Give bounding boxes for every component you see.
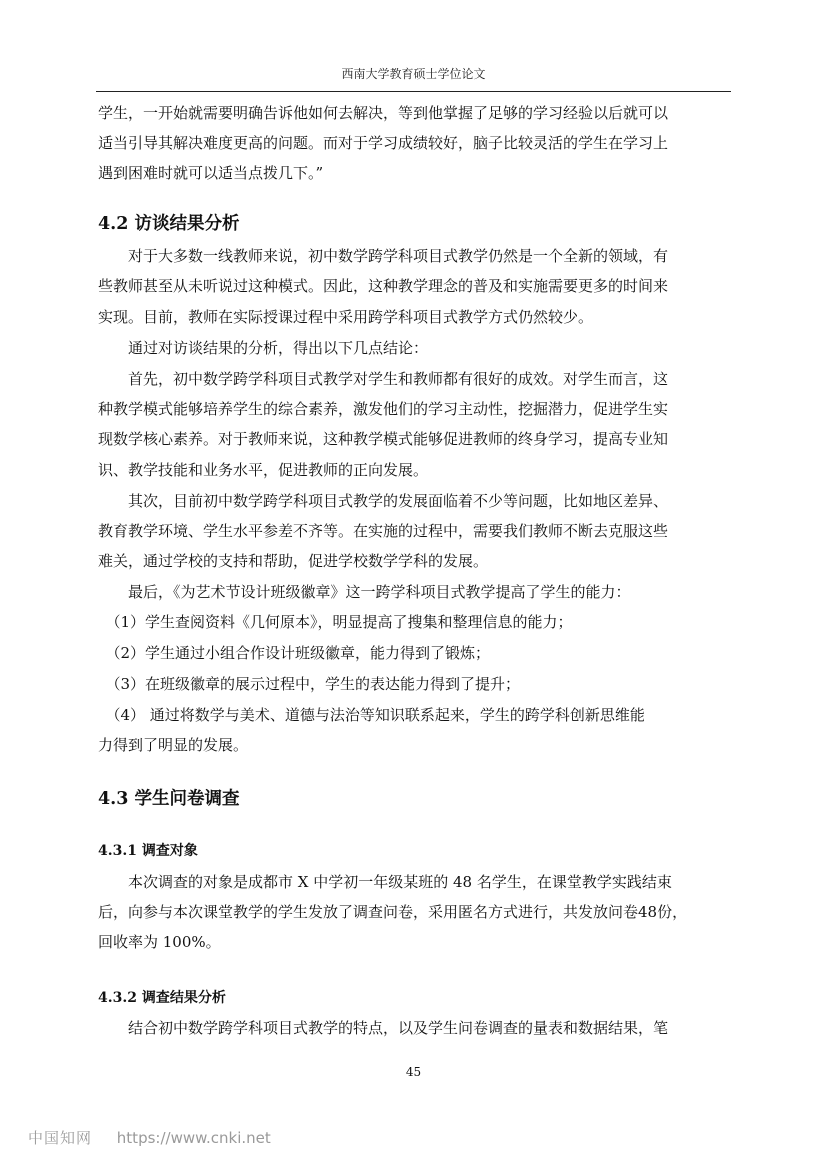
section-heading-4-2: 4.2 访谈结果分析	[98, 214, 240, 234]
watermark-brand: 中国知网	[28, 1129, 93, 1147]
list-item: （4） 通过将数学与美术、道德与法治等知识联系起来，学生的跨学科创新思维能	[98, 706, 645, 724]
list-item: （1）学生查阅资料《几何原本》，明显提高了搜集和整理信息的能力；	[98, 613, 573, 631]
text-line: 后，向参与本次课堂教学的学生发放了调查问卷，采用匿名方式进行，共发放问卷48份，	[98, 903, 688, 921]
text-line: 教育教学环境、学生水平参差不齐等。在实施的过程中，需要我们教师不断去克服这些	[98, 522, 669, 540]
text-line: 通过对访谈结果的分析，得出以下几点结论：	[98, 339, 429, 357]
text-line: 实现。目前，教师在实际授课过程中采用跨学科项目式教学方式仍然较少。	[98, 308, 594, 326]
text-line: 其次，目前初中数学跨学科项目式教学的发展面临着不少等问题，比如地区差异、	[98, 492, 669, 510]
text-line: 最后，《为艺术节设计班级徽章》这一跨学科项目式教学提高了学生的能力：	[98, 583, 631, 601]
running-header: 西南大学教育硕士学位论文	[341, 67, 486, 81]
text-line: 识、教学技能和业务水平，促进教师的正向发展。	[98, 461, 429, 479]
list-item: （2）学生通过小组合作设计班级徽章，能力得到了锻炼；	[98, 644, 491, 662]
watermark	[28, 1127, 271, 1148]
text-line: 现数学核心素养。对于教师来说，这种教学模式能够促进教师的终身学习，提高专业知	[98, 430, 669, 448]
header-rule	[96, 91, 731, 92]
text-line: 回收率为 100%。	[98, 933, 221, 951]
text-line: 种教学模式能够培养学生的综合素养，激发他们的学习主动性，挖掘潜力，促进学生实	[98, 400, 669, 418]
text-line: 遇到困难时就可以适当点拨几下。”	[98, 164, 324, 182]
text-line: 些教师甚至从未听说过这种模式。因此，这种教学理念的普及和实施需要更多的时间来	[98, 277, 669, 295]
text-line: 适当引导其解决难度更高的问题。而对于学习成绩较好，脑子比较灵活的学生在学习上	[98, 134, 669, 152]
section-heading-4-3: 4.3 学生问卷调查	[98, 789, 240, 809]
subsection-heading-4-3-2: 4.3.2 调查结果分析	[98, 990, 226, 1006]
text-line: 本次调查的对象是成都市 X 中学初一年级某班的 48 名学生，在课堂教学实践结束	[98, 873, 672, 891]
subsection-heading-4-3-1: 4.3.1 调查对象	[98, 843, 198, 859]
text-line: 学生，一开始就需要明确告诉他如何去解决，等到他掌握了足够的学习经验以后就可以	[98, 104, 669, 122]
watermark-url[interactable]: https://www.cnki.net	[116, 1129, 271, 1147]
text-line: 首先，初中数学跨学科项目式教学对学生和教师都有很好的成效。对学生而言，这	[98, 370, 669, 388]
text-line: 力得到了明显的发展。	[98, 736, 249, 754]
list-item: （3）在班级徽章的展示过程中，学生的表达能力得到了提升；	[98, 675, 521, 693]
text-line: 对于大多数一线教师来说，初中数学跨学科项目式教学仍然是一个全新的领域，有	[98, 247, 669, 265]
page-number: 45	[405, 1065, 422, 1079]
text-line: 难关，通过学校的支持和帮助，促进学校数学学科的发展。	[98, 552, 489, 570]
text-line: 结合初中数学跨学科项目式教学的特点，以及学生问卷调查的量表和数据结果，笔	[98, 1019, 669, 1037]
